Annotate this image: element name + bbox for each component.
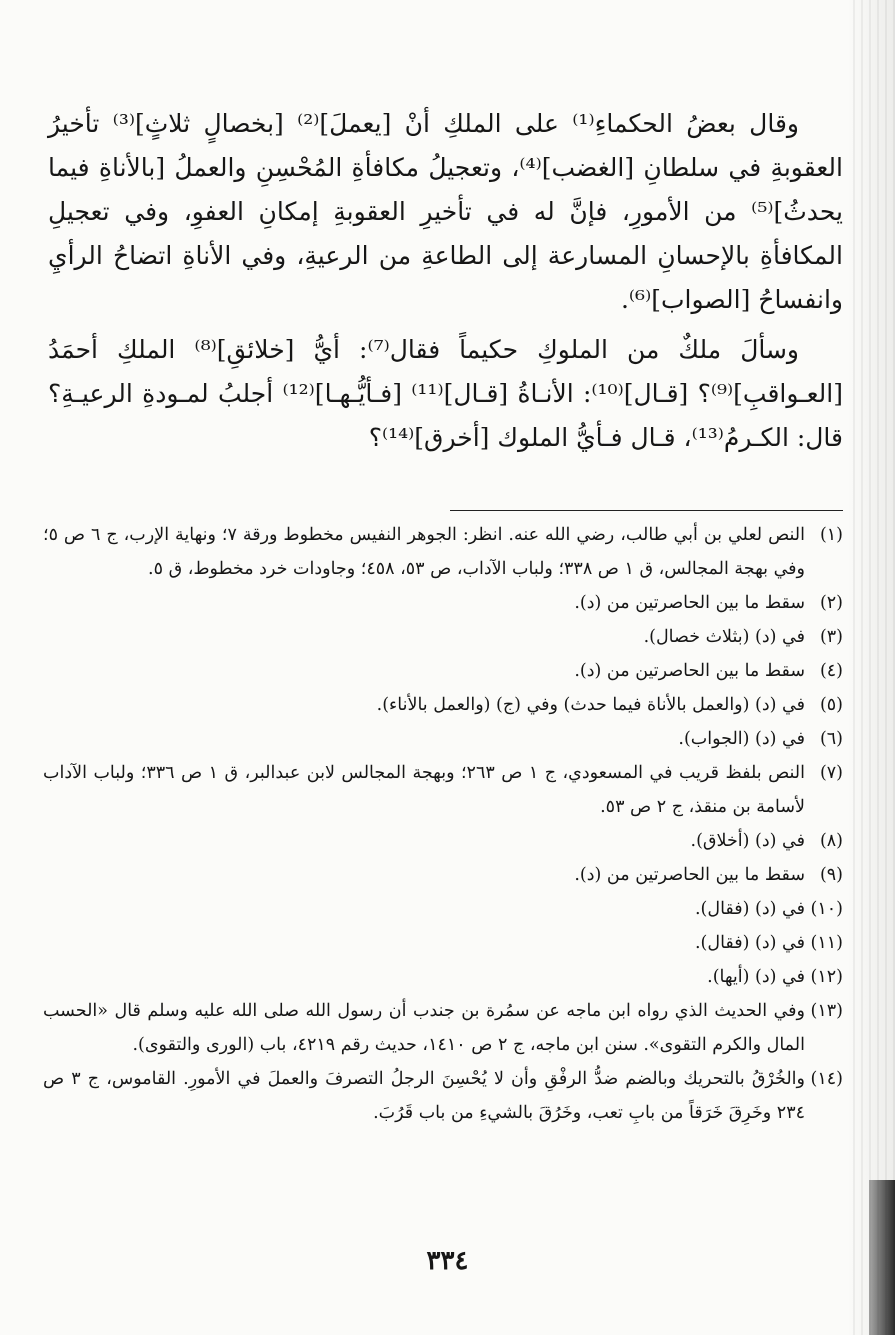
footnote-text: في (د) (أخلاق).	[690, 831, 805, 851]
footnote-number: (١٠)	[810, 899, 843, 919]
footnote-number: (١١)	[810, 933, 843, 953]
footnote	[43, 1062, 843, 1130]
page-number: ٣٣٤	[426, 1246, 469, 1276]
footnote-separator	[450, 510, 843, 511]
footnote	[43, 586, 843, 620]
footnote-number: (٤)	[819, 661, 843, 681]
footnote-number: (١٣)	[810, 1001, 843, 1021]
footnote-text: سقط ما بين الحاصرتين من (د).	[574, 865, 805, 885]
footnote-number: (٥)	[819, 695, 843, 715]
main-paragraph-1: وقال بعضُ الحكماءِ⁽¹⁾ على الملكِ أنْ [يعملَ]⁽²⁾ [بخصالٍ ثلاثٍ]⁽³⁾ تأخيرُ العقوبةِ في سلطانِ [الغضب]⁽⁴⁾، وتعجيلُ مكافأةِ المُحْسِنِ والعملُ [بالأناةِ فيما يحدثُ]⁽⁵⁾ من الأمورِ، فإنَّ له في تأخيرِ العقوبةِ إمكانِ العفوِ، وفي تعجيلِ المكافأةِ بالإحسانِ المسارعة إلى الطاعةِ من الرعيةِ، وفي الأناةِ اتضاحُ الرأيِ وانفساحُ [الصواب]⁽⁶⁾.	[48, 109, 843, 314]
footnote-text: في (د) (الجواب).	[678, 729, 805, 749]
footnotes	[43, 518, 843, 1130]
footnote	[43, 926, 843, 960]
footnote-number: (٨)	[819, 831, 843, 851]
footnote-number: (١٢)	[810, 967, 843, 987]
footnote-number: (٩)	[819, 865, 843, 885]
footnote-number: (١)	[819, 525, 843, 545]
footnote	[43, 518, 843, 586]
footnote	[43, 756, 843, 824]
footnote	[43, 620, 843, 654]
footnote	[43, 654, 843, 688]
footnote-number: (٧)	[819, 763, 843, 783]
footnote-text: النص لعلي بن أبي طالب، رضي الله عنه. انظر: الجوهر النفيس مخطوط ورقة ٧؛ ونهاية الإرب، ج ٦ ص ٥؛ وفي بهجة المجالس، ق ١ ص ٣٣٨؛ ولباب الآداب، ص ٥٣، ٤٥٨؛ وجاودات خرد مخطوط، ق ٥.	[43, 525, 805, 579]
footnote-text: سقط ما بين الحاصرتين من (د).	[574, 593, 805, 613]
footnote	[43, 892, 843, 926]
footnote-text: سقط ما بين الحاصرتين من (د).	[574, 661, 805, 681]
footnote	[43, 960, 843, 994]
footnote	[43, 994, 843, 1062]
footnote-text: النص بلفظ قريب في المسعودي، ج ١ ص ٢٦٣؛ وبهجة المجالس لابن عبدالبر، ق ١ ص ٣٣٦؛ ولباب الآداب لأسامة بن منقذ، ج ٢ ص ٥٣.	[43, 763, 805, 817]
footnote-text: والخُرْقُ بالتحريك وبالضم ضدُّ الرفْقِ وأن لا يُحْسِنَ الرجلُ التصرفَ والعملَ في الأمورِ. القاموس، ج ٣ ص ٢٣٤ وخَرِقَ خَرَقاً من بابِ تعب، وخَرُقَ بالشيءِ من باب قَرُبَ.	[43, 1069, 805, 1123]
footnote-text: في (د) (والعمل بالأناة فيما حدث) وفي (ج) (والعمل بالأناء).	[376, 695, 805, 715]
footnote	[43, 688, 843, 722]
footnote-number: (٢)	[819, 593, 843, 613]
binding-shadow	[847, 0, 895, 1335]
footnote-text: في (د) (فقال).	[694, 933, 805, 953]
footnote-text: في (د) (فقال).	[694, 899, 805, 919]
footnote	[43, 722, 843, 756]
footnote	[43, 858, 843, 892]
footnote-number: (١٤)	[810, 1069, 843, 1089]
footnote-number: (٣)	[819, 627, 843, 647]
footnote	[43, 824, 843, 858]
main-text	[48, 102, 843, 460]
footnote-text: في (د) (بثلاث خصال).	[643, 627, 805, 647]
footnote-number: (٦)	[819, 729, 843, 749]
main-paragraph-2: وسألَ ملكٌ من الملوكِ حكيماً فقال⁽⁷⁾: أيُّ [خلائقِ]⁽⁸⁾ الملكِ أحمَدُ [العـواقبِ]⁽⁹⁾؟ [قـال]⁽¹⁰⁾: الأنـاةُ [قـال]⁽¹¹⁾ [فـأيُّـهـا]⁽¹²⁾ أجلبُ لمـودةِ الرعيـةِ؟ قال: الكـرمُ⁽¹³⁾، قـال فـأيُّ الملوك [أخرق]⁽¹⁴⁾؟	[48, 335, 843, 452]
footnote-text: وفي الحديث الذي رواه ابن ماجه عن سمُرة بن جندب أن رسول الله صلى الله عليه وسلم قال «الحسب المال والكرم التقوى». سنن ابن ماجه، ج ٢ ص ١٤١٠، حديث رقم ٤٢١٩، باب (الورى والتقوى).	[43, 1001, 805, 1055]
footnote-text: في (د) (أيها).	[707, 967, 805, 987]
